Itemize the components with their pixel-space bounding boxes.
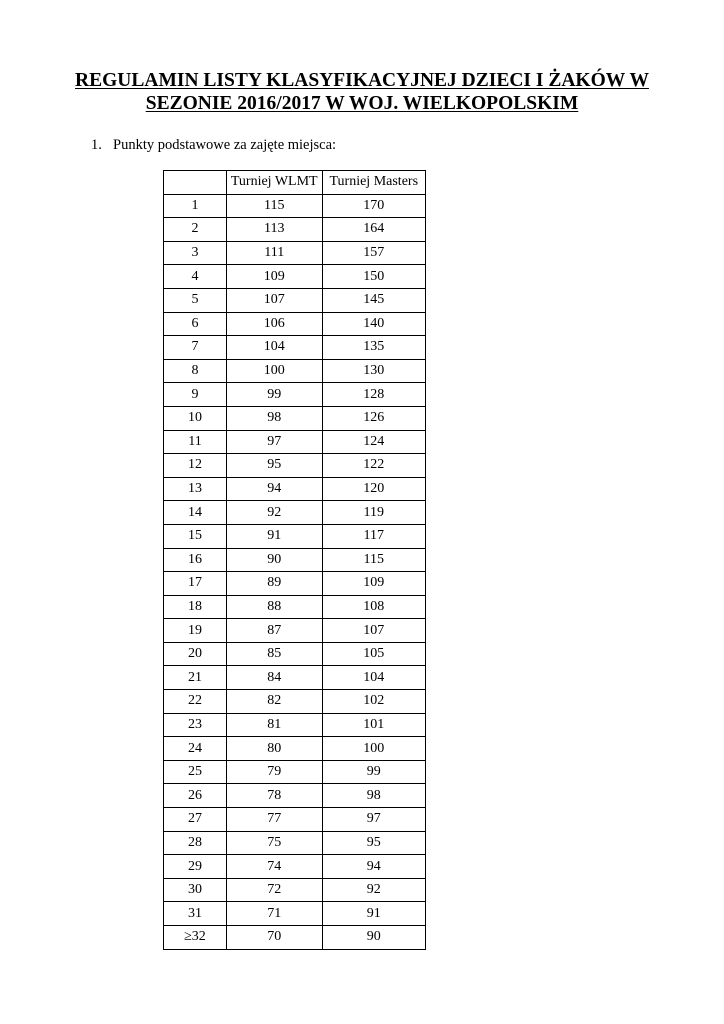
- masters-points-cell: 109: [322, 572, 425, 596]
- table-row: [164, 642, 426, 666]
- place-cell: 5: [164, 288, 227, 312]
- place-cell: 27: [164, 808, 227, 832]
- masters-points-cell: 157: [322, 241, 425, 265]
- table-row: [164, 831, 426, 855]
- table-row: [164, 288, 426, 312]
- masters-points-cell: 92: [322, 878, 425, 902]
- table-row: [164, 241, 426, 265]
- wlmt-points-cell: 70: [226, 926, 322, 950]
- place-cell: 15: [164, 524, 227, 548]
- masters-points-cell: 117: [322, 524, 425, 548]
- table-row: [164, 619, 426, 643]
- table-row: [164, 784, 426, 808]
- masters-points-cell: 101: [322, 713, 425, 737]
- place-cell: 7: [164, 336, 227, 360]
- wlmt-points-cell: 72: [226, 878, 322, 902]
- masters-points-cell: 100: [322, 737, 425, 761]
- wlmt-points-cell: 71: [226, 902, 322, 926]
- masters-points-cell: 126: [322, 406, 425, 430]
- place-cell: 8: [164, 359, 227, 383]
- place-cell: 13: [164, 477, 227, 501]
- masters-points-cell: 108: [322, 595, 425, 619]
- wlmt-points-cell: 111: [226, 241, 322, 265]
- table-row: [164, 666, 426, 690]
- place-cell: 9: [164, 383, 227, 407]
- place-cell: 18: [164, 595, 227, 619]
- wlmt-points-cell: 90: [226, 548, 322, 572]
- place-cell: 24: [164, 737, 227, 761]
- wlmt-points-cell: 75: [226, 831, 322, 855]
- place-cell: 26: [164, 784, 227, 808]
- table-row: [164, 265, 426, 289]
- place-cell: 1: [164, 194, 227, 218]
- place-cell: 19: [164, 619, 227, 643]
- wlmt-points-cell: 82: [226, 690, 322, 714]
- place-cell: 20: [164, 642, 227, 666]
- document-title: [40, 69, 684, 115]
- place-cell: 23: [164, 713, 227, 737]
- table-row: [164, 406, 426, 430]
- wlmt-points-cell: 78: [226, 784, 322, 808]
- table-row: [164, 383, 426, 407]
- masters-points-cell: 145: [322, 288, 425, 312]
- place-cell: 4: [164, 265, 227, 289]
- table-row: [164, 926, 426, 950]
- table-row: [164, 902, 426, 926]
- wlmt-points-cell: 94: [226, 477, 322, 501]
- table-row: [164, 501, 426, 525]
- place-cell: 28: [164, 831, 227, 855]
- masters-points-cell: 97: [322, 808, 425, 832]
- place-cell: 3: [164, 241, 227, 265]
- masters-points-cell: 90: [322, 926, 425, 950]
- title-line-2: SEZONIE 2016/2017 W WOJ. WIELKOPOLSKIM: [145, 93, 579, 114]
- table-row: [164, 548, 426, 572]
- masters-points-cell: 170: [322, 194, 425, 218]
- masters-points-cell: 104: [322, 666, 425, 690]
- wlmt-points-cell: 74: [226, 855, 322, 879]
- place-cell: 21: [164, 666, 227, 690]
- wlmt-points-cell: 84: [226, 666, 322, 690]
- masters-points-cell: 122: [322, 454, 425, 478]
- table-row: [164, 524, 426, 548]
- wlmt-points-cell: 97: [226, 430, 322, 454]
- masters-points-cell: 150: [322, 265, 425, 289]
- wlmt-points-cell: 87: [226, 619, 322, 643]
- wlmt-points-cell: 95: [226, 454, 322, 478]
- table-row: [164, 760, 426, 784]
- wlmt-points-cell: 98: [226, 406, 322, 430]
- table-row: [164, 737, 426, 761]
- place-cell: 29: [164, 855, 227, 879]
- table-row: [164, 690, 426, 714]
- masters-points-cell: 102: [322, 690, 425, 714]
- wlmt-points-cell: 92: [226, 501, 322, 525]
- wlmt-points-cell: 104: [226, 336, 322, 360]
- header-place: [164, 171, 227, 195]
- header-masters: Turniej Masters: [322, 171, 425, 195]
- place-cell: 31: [164, 902, 227, 926]
- table-row: [164, 336, 426, 360]
- wlmt-points-cell: 107: [226, 288, 322, 312]
- wlmt-points-cell: 88: [226, 595, 322, 619]
- place-cell: 30: [164, 878, 227, 902]
- points-table: [163, 170, 426, 950]
- table-row: [164, 713, 426, 737]
- wlmt-points-cell: 85: [226, 642, 322, 666]
- place-cell: 16: [164, 548, 227, 572]
- masters-points-cell: 120: [322, 477, 425, 501]
- masters-points-cell: 105: [322, 642, 425, 666]
- table-row: [164, 477, 426, 501]
- table-row: [164, 454, 426, 478]
- place-cell: 11: [164, 430, 227, 454]
- section-heading: [91, 136, 336, 154]
- wlmt-points-cell: 99: [226, 383, 322, 407]
- title-line-1: REGULAMIN LISTY KLASYFIKACYJNEJ DZIECI I ŻAKÓW W: [75, 70, 649, 91]
- place-cell: 6: [164, 312, 227, 336]
- table-row: [164, 595, 426, 619]
- wlmt-points-cell: 106: [226, 312, 322, 336]
- place-cell: 22: [164, 690, 227, 714]
- table-row: [164, 194, 426, 218]
- masters-points-cell: 124: [322, 430, 425, 454]
- section-text: Punkty podstawowe za zajęte miejsca:: [113, 137, 337, 153]
- wlmt-points-cell: 100: [226, 359, 322, 383]
- masters-points-cell: 91: [322, 902, 425, 926]
- table-row: [164, 808, 426, 832]
- section-number: 1.: [91, 137, 102, 153]
- wlmt-points-cell: 115: [226, 194, 322, 218]
- table-row: [164, 878, 426, 902]
- masters-points-cell: 94: [322, 855, 425, 879]
- masters-points-cell: 119: [322, 501, 425, 525]
- masters-points-cell: 140: [322, 312, 425, 336]
- masters-points-cell: 135: [322, 336, 425, 360]
- place-cell: 17: [164, 572, 227, 596]
- wlmt-points-cell: 81: [226, 713, 322, 737]
- table-row: [164, 218, 426, 242]
- header-wlmt: Turniej WLMT: [226, 171, 322, 195]
- wlmt-points-cell: 113: [226, 218, 322, 242]
- masters-points-cell: 99: [322, 760, 425, 784]
- table-row: [164, 572, 426, 596]
- wlmt-points-cell: 89: [226, 572, 322, 596]
- masters-points-cell: 164: [322, 218, 425, 242]
- place-cell: ≥32: [164, 926, 227, 950]
- table-row: [164, 359, 426, 383]
- wlmt-points-cell: 77: [226, 808, 322, 832]
- place-cell: 12: [164, 454, 227, 478]
- place-cell: 2: [164, 218, 227, 242]
- place-cell: 14: [164, 501, 227, 525]
- table-header-row: [164, 171, 426, 195]
- wlmt-points-cell: 109: [226, 265, 322, 289]
- wlmt-points-cell: 91: [226, 524, 322, 548]
- wlmt-points-cell: 79: [226, 760, 322, 784]
- table-row: [164, 312, 426, 336]
- masters-points-cell: 115: [322, 548, 425, 572]
- masters-points-cell: 128: [322, 383, 425, 407]
- masters-points-cell: 95: [322, 831, 425, 855]
- wlmt-points-cell: 80: [226, 737, 322, 761]
- place-cell: 25: [164, 760, 227, 784]
- masters-points-cell: 107: [322, 619, 425, 643]
- masters-points-cell: 130: [322, 359, 425, 383]
- place-cell: 10: [164, 406, 227, 430]
- table-row: [164, 855, 426, 879]
- table-row: [164, 430, 426, 454]
- table-body: [164, 194, 426, 949]
- masters-points-cell: 98: [322, 784, 425, 808]
